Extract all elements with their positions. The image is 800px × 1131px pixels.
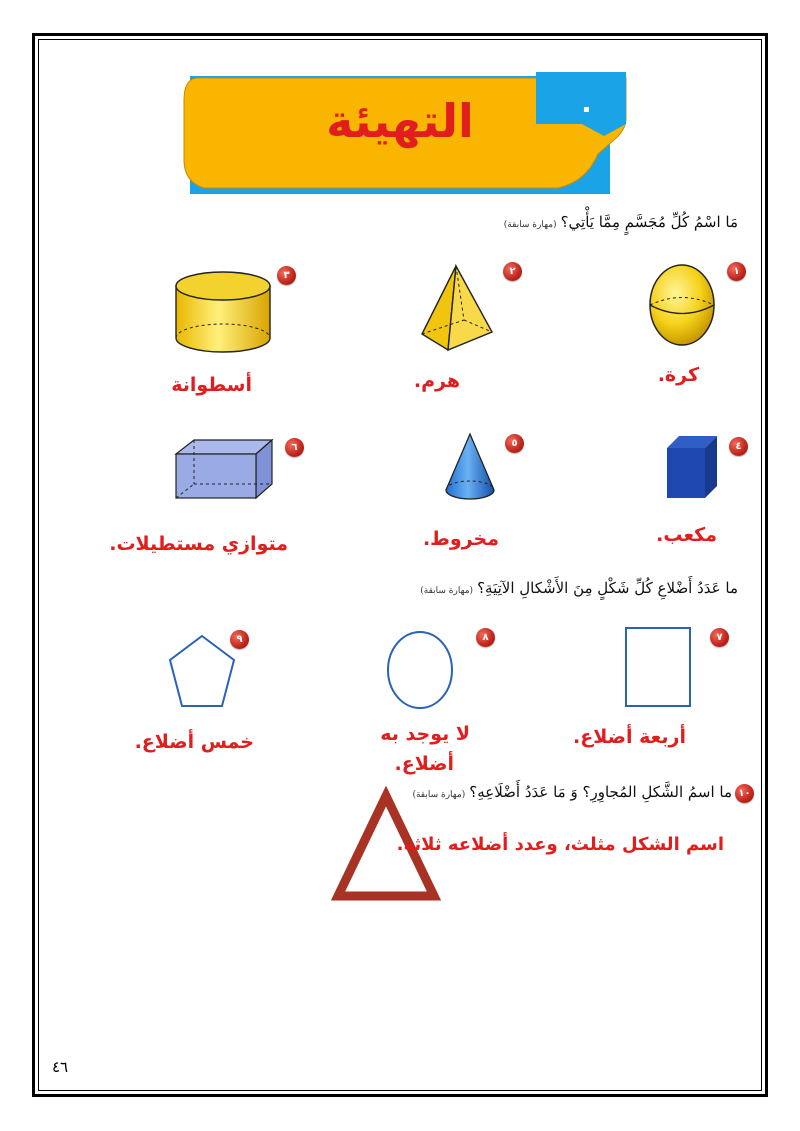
answer-9: خمس أضلاع.: [134, 731, 254, 753]
item-badge-2: ٢: [503, 262, 522, 281]
pentagon-shape: [166, 632, 238, 710]
answer-4: مكعب.: [656, 524, 717, 546]
answer-5: مخروط.: [422, 528, 499, 550]
answer-8-line1: لا يوجد به: [380, 723, 470, 745]
question-1-text: مَا اسْمُ كُلِّ مُجَسَّمٍ مِمَّا يَأْتِي؟: [560, 213, 738, 231]
sphere-shape: [645, 260, 720, 350]
question-3: [412, 783, 732, 801]
question-1: [504, 213, 738, 231]
item-badge-7: ٧: [710, 628, 729, 647]
item-badge-9: ٩: [230, 630, 249, 649]
cube-shape: [665, 434, 721, 502]
item-badge-5: ٥: [505, 434, 524, 453]
question-3-text: ما اسمُ الشَّكلِ المُجاوِرِ؟ وَ مَا عَدَدُ أَضْلَاعِهِ؟: [469, 783, 732, 801]
page-number: ٤٦: [52, 1058, 69, 1076]
item-badge-4: ٤: [729, 437, 748, 456]
item-badge-10: ١٠: [735, 784, 754, 803]
item-badge-6: ٦: [285, 438, 304, 457]
pyramid-shape: [418, 262, 498, 354]
item-badge-1: ١: [727, 262, 746, 281]
item-badge-8: ٨: [476, 628, 495, 647]
question-2-text: ما عَدَدُ أَضْلاعِ كُلِّ شَكْلٍ مِنَ الأَشْكالِ الآتِيَةِ؟: [477, 579, 738, 597]
answer-3: أسطوانة: [171, 374, 252, 396]
question-2: [420, 579, 738, 597]
answer-1: كرة.: [657, 364, 699, 386]
cone-shape: [440, 430, 500, 504]
question-2-hint: (مهارة سابقة): [420, 586, 474, 596]
answer-7: أربعة أضلاع.: [573, 726, 686, 748]
answer-6: متوازي مستطيلات.: [109, 533, 288, 555]
square-shape: [622, 624, 694, 710]
answer-10: اسم الشكل مثلث، وعدد أضلاعه ثلاثة.: [396, 834, 724, 855]
page-title: التهيئة: [326, 94, 474, 148]
question-1-hint: (مهارة سابقة): [503, 220, 557, 230]
question-3-hint: (مهارة سابقة): [412, 790, 466, 800]
cylinder-shape: [172, 268, 274, 358]
rectangular-prism-shape: [172, 436, 276, 502]
answer-2: هرم.: [413, 370, 460, 392]
item-badge-3: ٣: [277, 266, 296, 285]
circle-shape: [384, 628, 456, 712]
answer-8-line2: أضلاع.: [394, 753, 454, 775]
corner-mark: ▪: [583, 104, 590, 115]
